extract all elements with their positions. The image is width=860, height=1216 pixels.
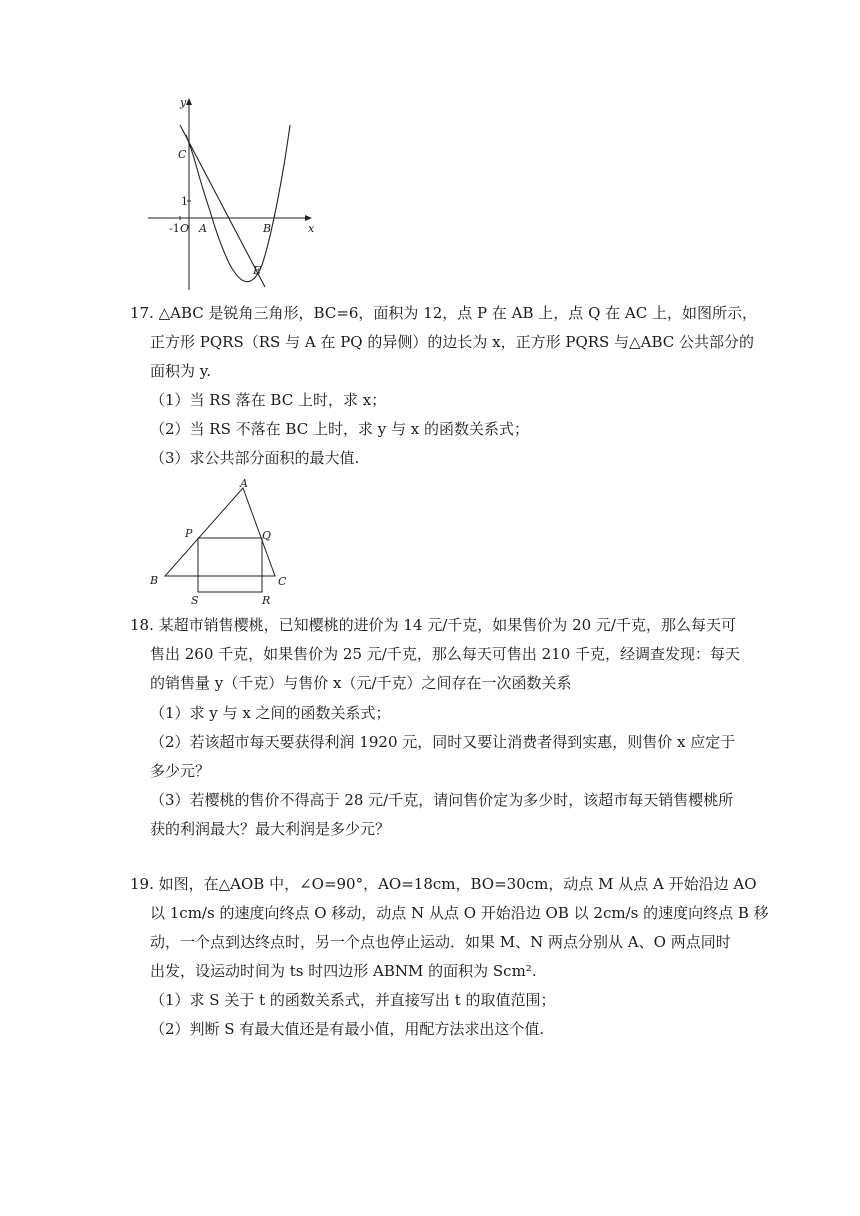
label-tri-r: R (262, 594, 271, 607)
parabola-curve (186, 125, 290, 282)
q18-line-8: 获的利润最大？最大利润是多少元？ (150, 820, 391, 838)
label-tri-a: A (240, 477, 248, 490)
label-b: B (263, 222, 272, 235)
label-c: C (178, 148, 187, 161)
q19-line-2: 以 1cm/s 的速度向终点 O 移动，动点 N 从点 O 开始沿边 OB 以 2cm/s 的速度向终点 B 移 (150, 904, 769, 922)
q19-line-1: 19. 如图，在△AOB 中，∠O=90°，AO=18cm，BO=30cm，动点 M 从点 A 开始沿边 AO (130, 875, 757, 893)
label-o: O (180, 222, 190, 235)
q18-line-2: 售出 260 千克，如果售价为 25 元/千克，那么每天可售出 210 千克，经调查发现：每天 (150, 645, 741, 663)
q17-line-4: （1）当 RS 落在 BC 上时，求 x； (150, 391, 387, 409)
triangle-abc (165, 488, 275, 576)
triangle-square-figure (145, 478, 295, 608)
label-e: E (253, 264, 262, 277)
q18-line-5: （2）若该超市每天要获得利润 1920 元，同时又要让消费者得到实惠，则售价 x 应定于 (150, 733, 736, 751)
q18-line-7: （3）若樱桃的售价不得高于 28 元/千克，请问售价定为多少时，该超市每天销售樱桃所 (150, 791, 734, 809)
label-y: y (180, 96, 187, 109)
square-pqrs (198, 538, 262, 592)
q18-line-3: 的销售量 y（千克）与售价 x（元/千克）之间存在一次函数关系 (150, 674, 572, 692)
label-x: x (308, 222, 315, 235)
q17-line-5: （2）当 RS 不落在 BC 上时，求 y 与 x 的函数关系式； (150, 420, 529, 438)
q17-line-1: 17. △ABC 是锐角三角形，BC=6，面积为 12，点 P 在 AB 上，点 Q 在 AC 上，如图所示， (130, 304, 757, 322)
q19-line-6: （2）判断 S 有最大值还是有最小值，用配方法求出这个值. (150, 1020, 545, 1038)
q19-line-4: 出发，设运动时间为 ts 时四边形 ABNM 的面积为 Scm². (150, 962, 537, 980)
line-ce (180, 125, 265, 287)
q19-line-5: （1）求 S 关于 t 的函数关系式，并直接写出 t 的取值范围； (150, 991, 556, 1009)
q18-line-6: 多少元？ (150, 762, 211, 780)
x-axis-arrow (305, 215, 312, 221)
q19-line-3: 动，一个点到达终点时，另一个点也停止运动．如果 M、N 两点分别从 A、O 两点同时 (150, 933, 731, 951)
q17-line-2: 正方形 PQRS（RS 与 A 在 PQ 的异侧）的边长为 x，正方形 PQRS 与△ABC 公共部分的 (150, 333, 755, 351)
label-tri-c: C (278, 575, 287, 588)
q17-line-6: （3）求公共部分面积的最大值. (150, 449, 360, 467)
label-neg1: -1 (169, 222, 180, 235)
y-axis-arrow (186, 98, 192, 105)
label-tri-s: S (191, 594, 199, 607)
label-tri-p: P (185, 527, 193, 540)
label-tri-q: Q (262, 529, 272, 542)
label-tri-b: B (150, 574, 159, 587)
label-one: 1 (181, 195, 188, 208)
parabola-figure (140, 95, 330, 295)
q17-line-3: 面积为 y. (150, 362, 212, 380)
q18-line-1: 18. 某超市销售樱桃，已知樱桃的进价为 14 元/千克，如果售价为 20 元/千克，那么每天可 (130, 616, 736, 634)
q18-line-4: （1）求 y 与 x 之间的函数关系式； (150, 704, 391, 722)
label-a: A (199, 222, 207, 235)
